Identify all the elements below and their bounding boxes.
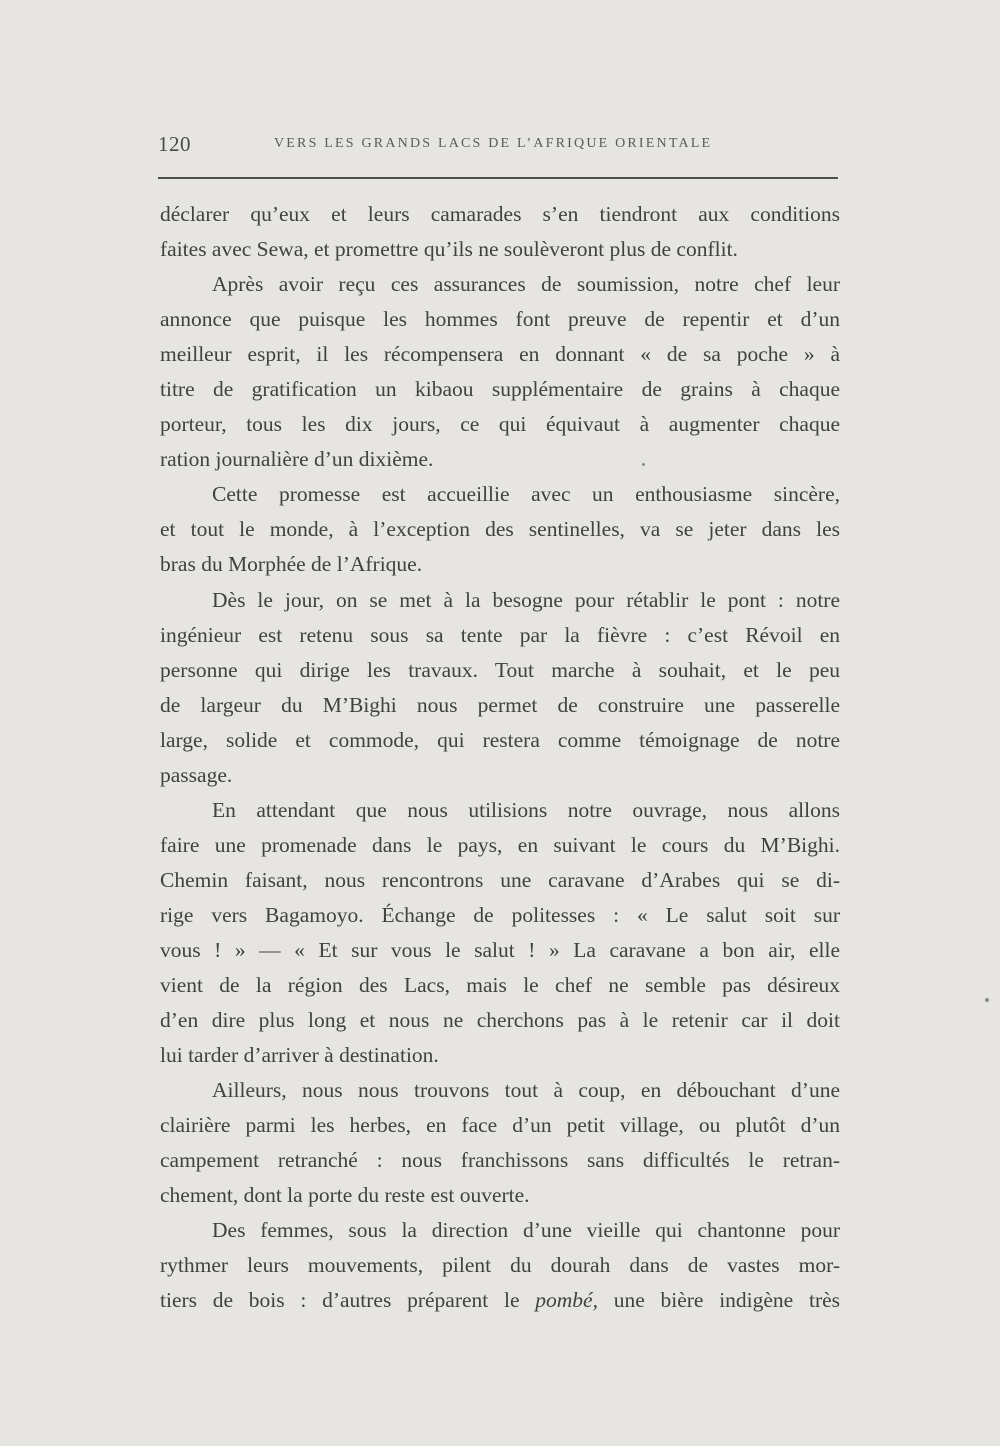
running-title: VERS LES GRANDS LACS DE L’AFRIQUE ORIENTALE xyxy=(274,136,713,151)
header-rule xyxy=(158,177,838,179)
paper-speck xyxy=(985,998,989,1002)
text-line: d’en dire plus long et nous ne cherchons pas à le retenir car il doit xyxy=(160,1008,840,1033)
text-line: rige vers Bagamoyo. Échange de politesses : « Le salut soit sur xyxy=(160,902,840,927)
text-line: En attendant que nous utilisions notre ouvrage, nous allons xyxy=(212,797,840,822)
text-line: Dès le jour, on se met à la besogne pour rétablir le pont : notre xyxy=(212,587,840,612)
text-line: faites avec Sewa, et promettre qu’ils ne soulèveront plus de conflit. xyxy=(160,237,738,262)
text-line: annonce que puisque les hommes font preuve de repentir et d’un xyxy=(160,307,840,332)
text-line: chement, dont la porte du reste est ouverte. xyxy=(160,1183,530,1208)
text-line: passage. xyxy=(160,762,233,787)
text-line: rythmer leurs mouvements, pilent du dourah dans de vastes mor- xyxy=(160,1253,840,1278)
text-line: de largeur du M’Bighi nous permet de construire une passerelle xyxy=(160,692,840,717)
text-line: vient de la région des Lacs, mais le chef ne semble pas désireux xyxy=(160,973,840,998)
text-line: porteur, tous les dix jours, ce qui équivaut à augmenter chaque xyxy=(160,412,840,437)
text-segment: tiers de bois : d’autres préparent le xyxy=(160,1288,520,1313)
text-line: meilleur esprit, il les récompensera en donnant « de sa poche » à xyxy=(160,342,840,367)
text-line: Des femmes, sous la direction d’une vieille qui chantonne pour xyxy=(212,1218,840,1243)
text-line: et tout le monde, à l’exception des sentinelles, va se jeter dans les xyxy=(160,517,840,542)
text-line: bras du Morphée de l’Afrique. xyxy=(160,552,423,577)
text-line: déclarer qu’eux et leurs camarades s’en tiendront aux conditions xyxy=(160,202,840,226)
running-head xyxy=(158,128,838,164)
body-text xyxy=(160,197,840,1319)
text-line: Après avoir reçu ces assurances de soumission, notre chef leur xyxy=(212,272,840,297)
text-segment: une bière indigène très xyxy=(613,1288,841,1313)
text-line: clairière parmi les herbes, en face d’un petit village, ou plutôt d’un xyxy=(160,1113,840,1138)
text-line: Ailleurs, nous nous trouvons tout à coup, en débouchant d’une xyxy=(212,1078,840,1103)
page-number: 120 xyxy=(158,132,191,156)
text-line: Cette promesse est accueillie avec un enthousiasme sincère, xyxy=(212,482,840,507)
italic-word: pombé, xyxy=(535,1288,598,1313)
text-line: campement retranché : nous franchissons sans difficultés le retran- xyxy=(160,1148,840,1173)
text-line: Chemin faisant, nous rencontrons une caravane d’Arabes qui se di- xyxy=(160,867,840,892)
text-line: lui tarder d’arriver à destination. xyxy=(160,1043,439,1068)
text-line: faire une promenade dans le pays, en suivant le cours du M’Bighi. xyxy=(160,832,840,857)
text-line: ration journalière d’un dixième. xyxy=(160,447,434,472)
paper-speck xyxy=(642,463,645,466)
text-line: vous ! » — « Et sur vous le salut ! » La caravane a bon air, elle xyxy=(160,937,840,962)
text-line: personne qui dirige les travaux. Tout marche à souhait, et le peu xyxy=(160,657,840,682)
text-line: ingénieur est retenu sous sa tente par la fièvre : c’est Révoil en xyxy=(160,622,840,647)
text-line: large, solide et commode, qui restera comme témoignage de notre xyxy=(160,727,840,752)
text-line: titre de gratification un kibaou supplémentaire de grains à chaque xyxy=(160,377,840,402)
text-line-last xyxy=(160,1283,840,1318)
